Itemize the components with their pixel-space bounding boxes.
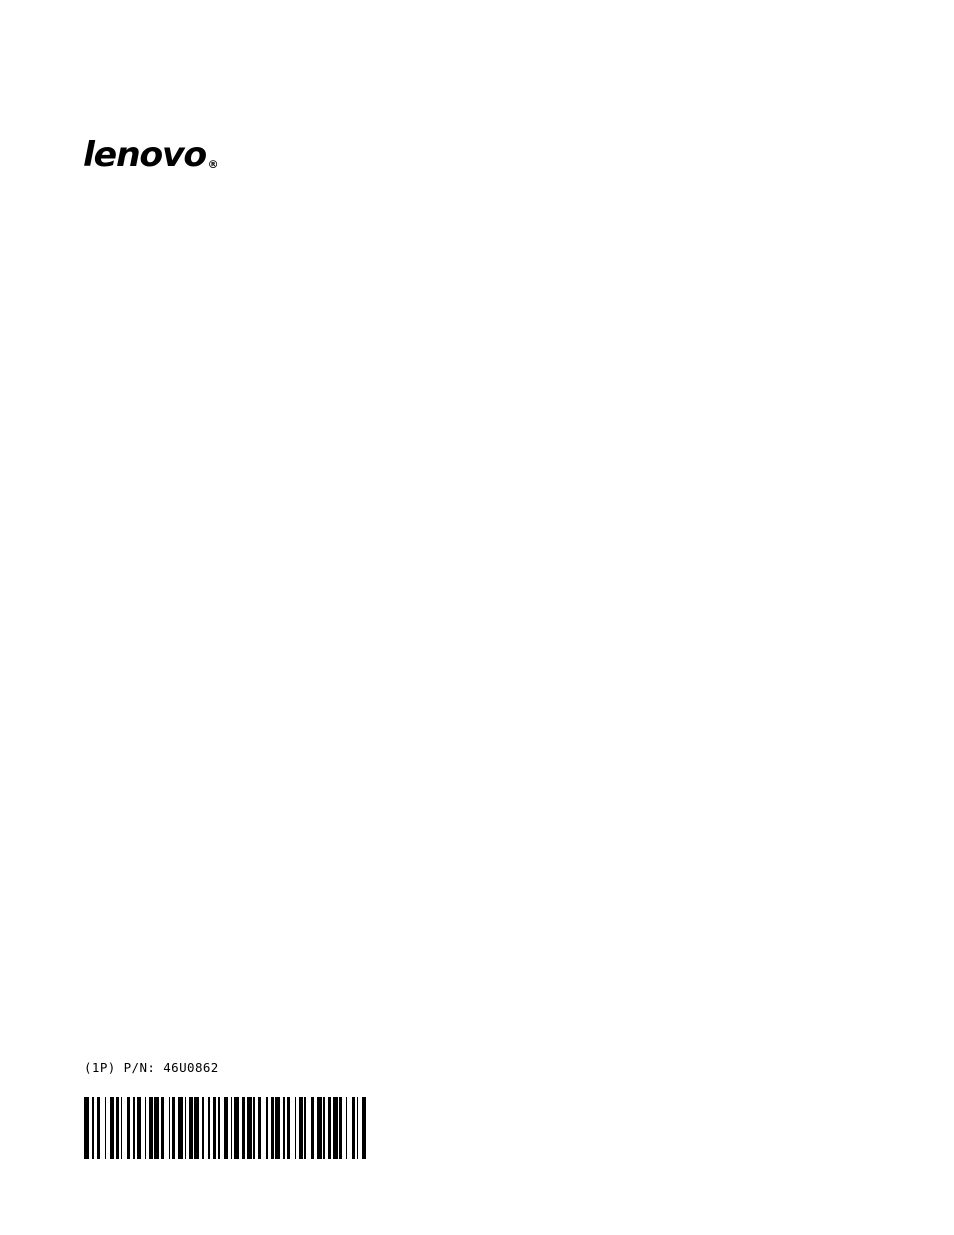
registered-trademark-icon: ® <box>207 158 219 171</box>
lenovo-logo <box>83 135 219 175</box>
lenovo-wordmark: lenovo <box>83 135 207 175</box>
part-number-text: (1P) P/N: 46U0862 <box>84 1060 219 1075</box>
barcode-image <box>84 1097 370 1159</box>
barcode-bar <box>366 1097 369 1159</box>
